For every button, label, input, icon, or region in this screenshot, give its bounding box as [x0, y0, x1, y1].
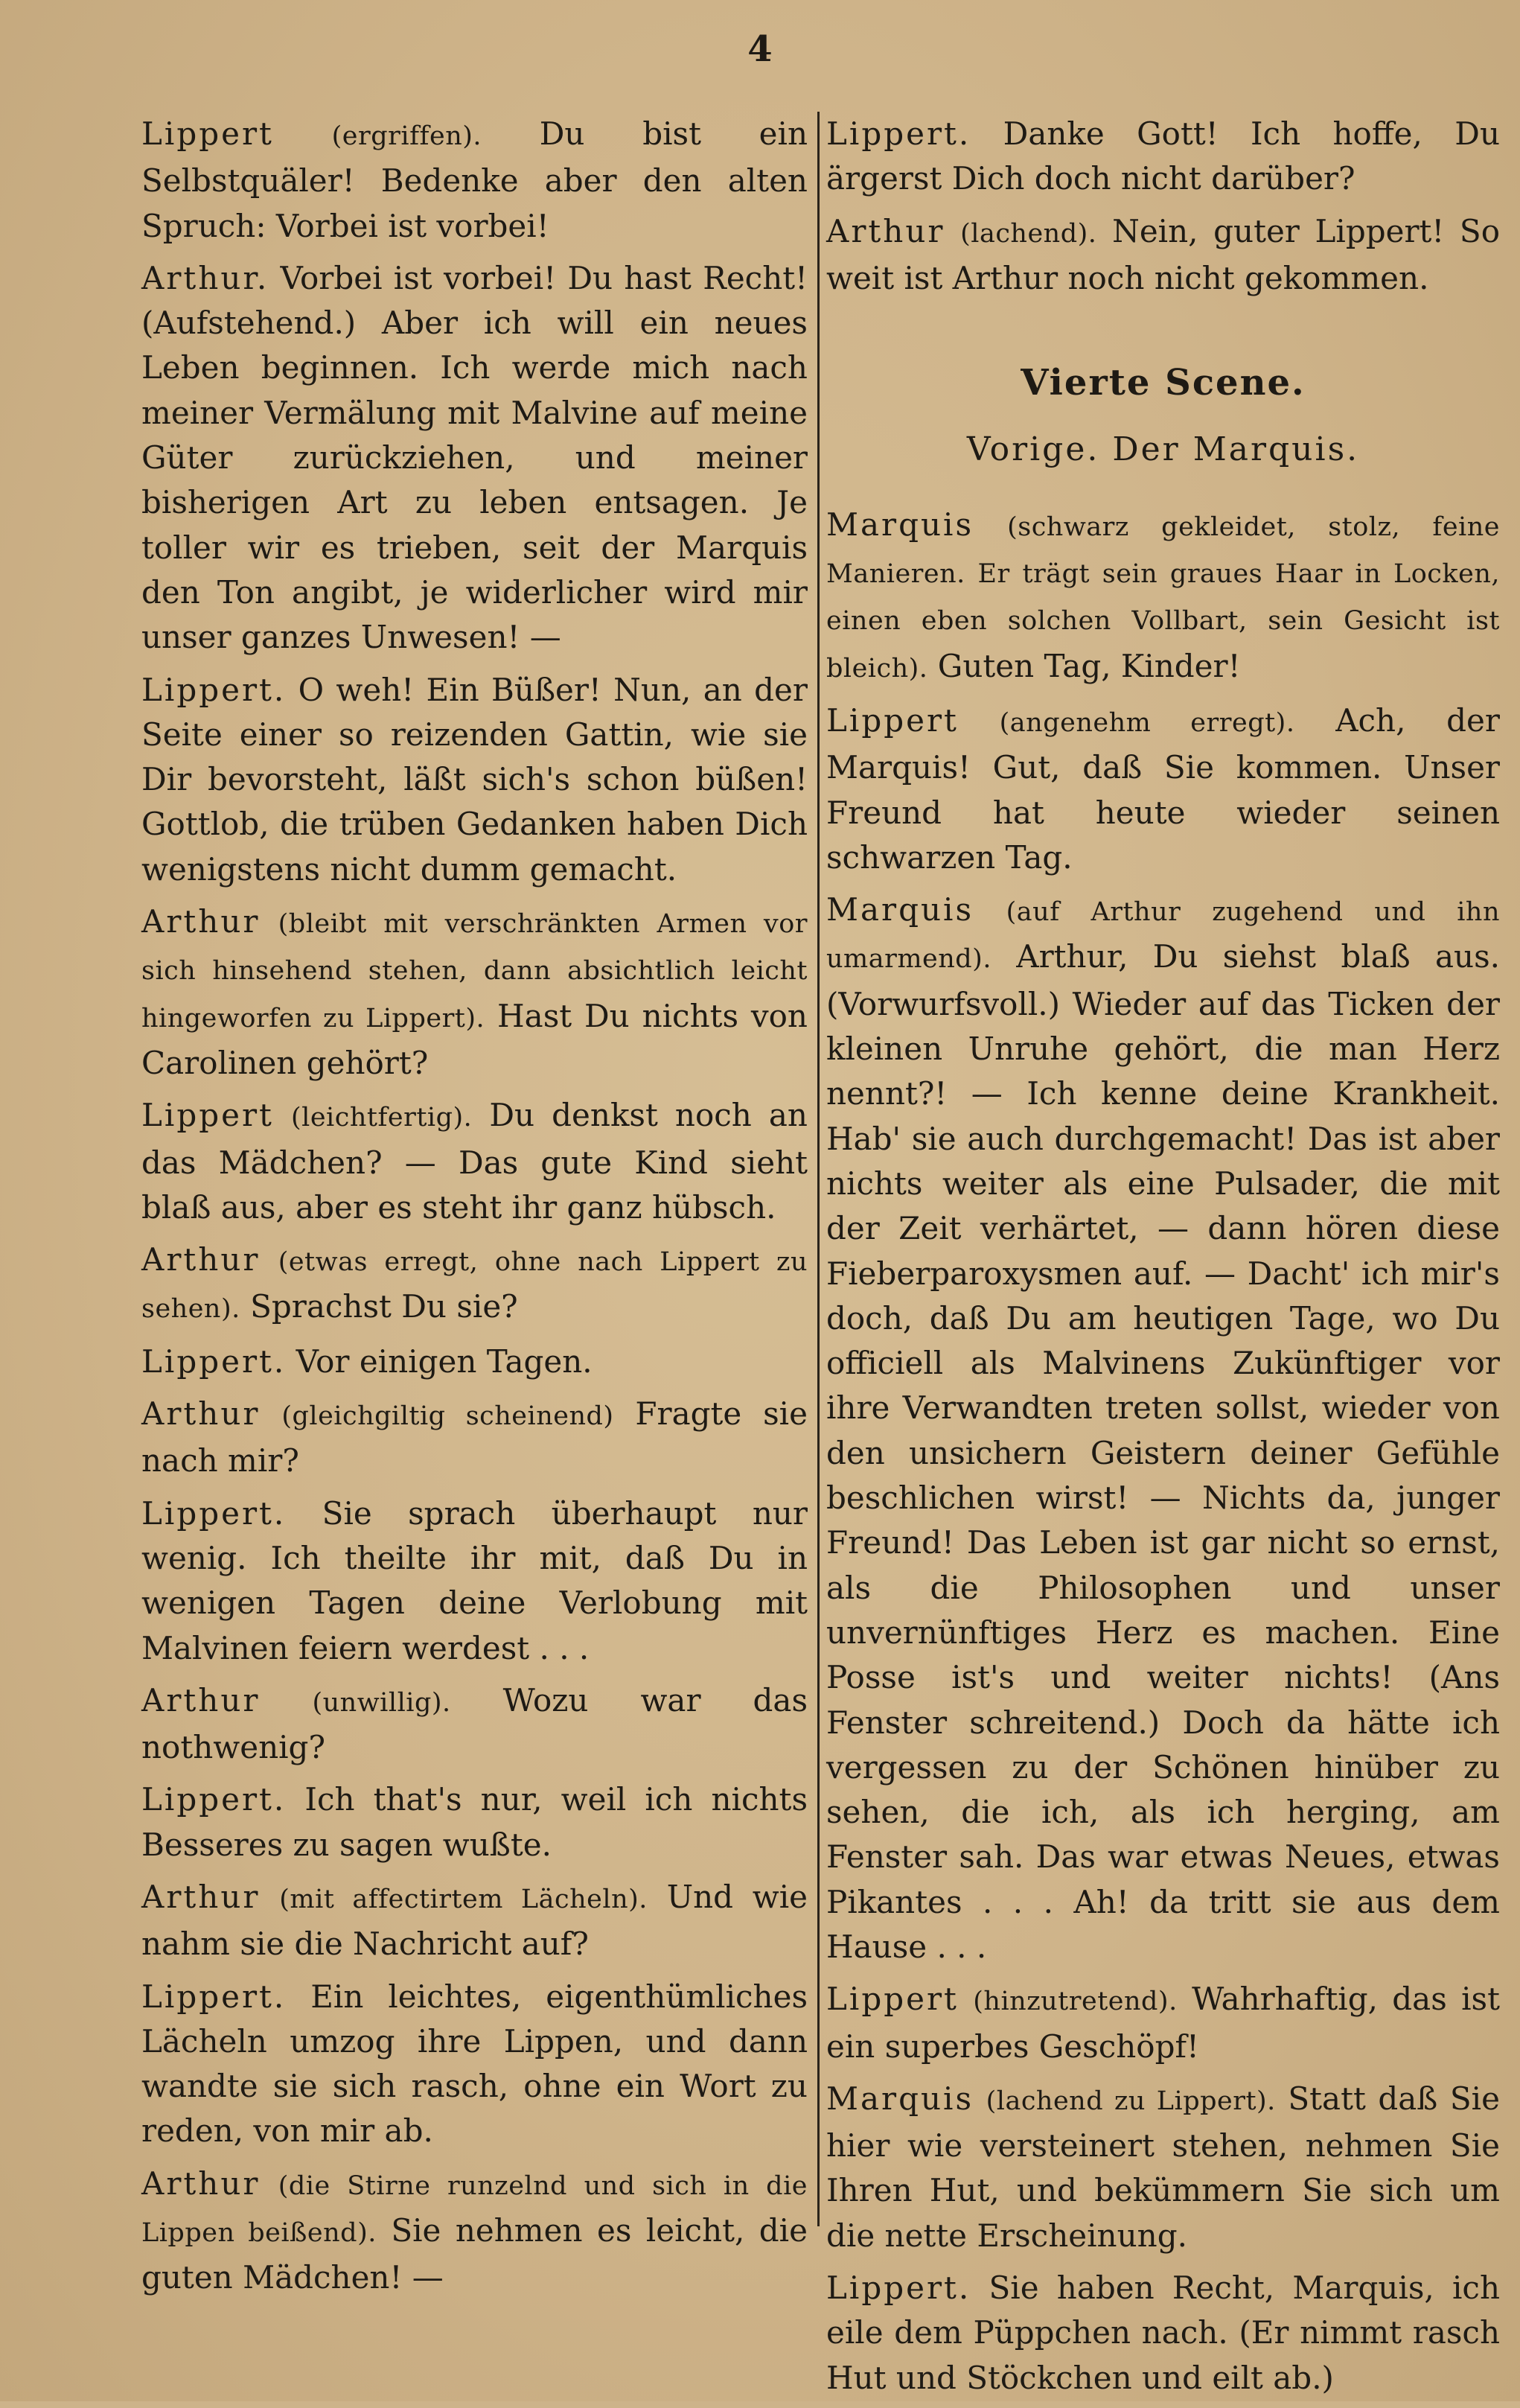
spoken-text: Vorbei ist vorbei! Du hast Recht! (Aufstehend.) Aber ich will ein neues Leben beginnen. Ich werde mich nach meiner Vermälung mit Malvine auf meine Güter zurückziehen, und meiner bisherigen Art zu leben entsagen. Je toller wir es trieben, seit der Marquis den Ton angibt, je widerlicher wird mir unser ganzes Unwesen! —	[141, 259, 808, 656]
stage-direction: (bleibt mit verschränkten Armen vor sich hinsehend stehen, dann absichtlich leicht hingeworfen zu Lippert).	[141, 909, 808, 1033]
dialogue-paragraph	[141, 1491, 808, 1671]
stage-direction: (hinzutretend).	[973, 1987, 1178, 2017]
dialogue-paragraph	[141, 256, 808, 660]
stage-direction: (angenehm erregt).	[999, 707, 1295, 738]
page-number: 4	[747, 28, 773, 70]
dialogue-paragraph	[141, 1238, 808, 1332]
dialogue-paragraph	[141, 2162, 808, 2301]
dialogue-paragraph	[826, 698, 1500, 880]
speaker-name: Lippert	[826, 701, 959, 739]
dialogue-paragraph	[141, 1975, 808, 2154]
speaker-name: Arthur	[141, 1241, 261, 1278]
dialogue-paragraph	[141, 112, 808, 249]
stage-direction: (unwillig).	[312, 1687, 451, 1718]
spoken-text: Sie haben Recht, Marquis, ich eile dem Püppchen nach. (Er nimmt rasch Hut und Stöckchen und eilt ab.)	[826, 2270, 1500, 2396]
spoken-text: Ach, der Marquis! Gut, daß Sie kommen. Unser Freund hat heute wieder seinen schwarzen Tag.	[826, 701, 1500, 876]
speaker-name: Arthur	[141, 1395, 261, 1433]
spoken-text: Wahrhaftig, das ist ein superbes Geschöpf!	[826, 1981, 1500, 2065]
speaker-name: Lippert.	[826, 2270, 971, 2307]
speaker-name: Lippert.	[141, 1342, 287, 1380]
dialogue-paragraph	[141, 1678, 808, 1771]
stage-direction: (schwarz gekleidet, stolz, feine Manieren. Er trägt sein graues Haar in Locken, einen eben solchen Vollbart, sein Gesicht ist bleich).	[826, 512, 1500, 684]
dialogue-paragraph	[141, 668, 808, 892]
dialogue-paragraph	[826, 503, 1500, 691]
speaker-name: Lippert.	[826, 115, 971, 152]
spoken-text: Und wie nahm sie die Nachricht auf?	[141, 1878, 808, 1963]
spoken-text: Sie sprach überhaupt nur wenig. Ich theilte ihr mit, daß Du in wenigen Tagen deine Verlobung mit Malvinen feiern werdest . . .	[141, 1494, 808, 1666]
stage-direction: (etwas erregt, ohne nach Lippert zu sehen).	[141, 1247, 808, 1325]
dialogue-paragraph	[141, 1093, 808, 1230]
dialogue-paragraph	[826, 209, 1500, 302]
column-divider	[817, 112, 820, 2226]
speaker-name: Arthur	[826, 212, 945, 249]
speaker-name: Marquis	[826, 891, 974, 929]
speaker-name: Marquis	[826, 506, 974, 543]
spoken-text: Ich that's nur, weil ich nichts Besseres zu sagen wußte.	[141, 1781, 808, 1863]
speaker-name: Arthur	[141, 1878, 261, 1915]
dialogue-paragraph	[826, 1977, 1500, 2069]
dialogue-paragraph	[141, 899, 808, 1086]
speaker-name: Lippert.	[141, 1978, 287, 2015]
speaker-name: Arthur.	[141, 259, 269, 296]
spoken-text: Danke Gott! Ich hoffe, Du ärgerst Dich doch nicht darüber?	[826, 115, 1500, 197]
spoken-text: O weh! Ein Büßer! Nun, an der Seite einer so reizenden Gattin, wie sie Dir bevorsteht, läßt sich's schon büßen! Gottlob, die trüben Gedanken haben Dich wenigstens nicht dumm gemacht.	[141, 671, 808, 888]
dialogue-paragraph	[826, 112, 1500, 202]
speaker-name: Marquis	[826, 2080, 974, 2117]
dialogue-paragraph	[826, 888, 1500, 1969]
spoken-text: Sie nehmen es leicht, die guten Mädchen! —	[141, 2212, 808, 2296]
scene-heading: Vierte Scene.	[1021, 362, 1306, 404]
stage-direction: (ergriffen).	[331, 121, 482, 151]
speaker-name: Lippert	[826, 1981, 959, 2018]
stage-direction: (lachend zu Lippert).	[986, 2086, 1276, 2116]
spoken-text: Wozu war das nothwenig?	[141, 1681, 808, 1766]
speaker-name: Lippert.	[141, 1494, 287, 1532]
spoken-text: Hast Du nichts von Carolinen gehört?	[141, 997, 808, 1081]
stage-direction: (auf Arthur zugehend und ihn umarmend).	[826, 897, 1500, 975]
speaker-name: Lippert	[141, 115, 274, 152]
right-column-dialogue-top	[826, 112, 1500, 301]
spoken-text: Fragte sie nach mir?	[141, 1395, 808, 1479]
speaker-name: Lippert.	[141, 671, 287, 708]
speaker-name: Arthur	[141, 1681, 261, 1719]
scene-cast: Vorige. Der Marquis.	[966, 430, 1360, 469]
right-column-dialogue-bottom	[826, 503, 1500, 2401]
stage-direction: (gleichgiltig scheinend)	[281, 1401, 614, 1432]
dialogue-paragraph	[141, 1392, 808, 1484]
spoken-text: Ein leichtes, eigenthümliches Lächeln umzog ihre Lippen, und dann wandte sie sich rasch, ohne ein Wort zu reden, von mir ab.	[141, 1978, 808, 2150]
speaker-name: Arthur	[141, 2165, 261, 2202]
stage-direction: (leichtfertig).	[290, 1103, 473, 1133]
spoken-text: Statt daß Sie hier wie versteinert stehen, nehmen Sie Ihren Hut, und bekümmern Sie sich um die nette Erscheinung.	[826, 2080, 1500, 2254]
spoken-text: Vor einigen Tagen.	[296, 1342, 593, 1380]
spoken-text: Guten Tag, Kinder!	[937, 647, 1241, 684]
left-column	[141, 112, 808, 2308]
dialogue-paragraph	[826, 2077, 1500, 2258]
stage-direction: (lachend).	[960, 218, 1097, 249]
dialogue-paragraph	[141, 1777, 808, 1867]
right-column	[826, 112, 1500, 2408]
spoken-text: Sprachst Du sie?	[250, 1288, 518, 1325]
speaker-name: Lippert	[141, 1097, 274, 1134]
stage-direction: (die Stirne runzelnd und sich in die Lippen beißend).	[141, 2170, 808, 2249]
spoken-text: Du denkst noch an das Mädchen? — Das gute Kind sieht blaß aus, aber es steht ihr ganz hübsch.	[141, 1097, 808, 1226]
spoken-text: Du bist ein Selbstquäler! Bedenke aber den alten Spruch: Vorbei ist vorbei!	[141, 115, 808, 244]
speaker-name: Lippert.	[141, 1781, 287, 1818]
stage-direction: (mit affectirtem Lächeln).	[279, 1884, 648, 1914]
dialogue-paragraph	[141, 1875, 808, 1967]
dialogue-paragraph	[826, 2266, 1500, 2401]
spoken-text: Arthur, Du siehst blaß aus. (Vorwurfsvoll.) Wieder auf das Ticken der kleinen Unruhe gehört, die man Herz nennt?! — Ich kenne deine Krankheit. Hab' sie auch durchgemacht! Das ist aber nichts weiter als eine Pulsader, die mit der Zeit verhärtet, — dann hören diese Fieberparoxysmen auf. — Dacht' ich mir's doch, daß Du am heutigen Tage, wo Du officiell als Malvinens Zukünftiger vor ihre Verwandten treten sollst, wieder von den unsichern Geistern deiner Gefühle beschlichen wirst! — Nichts da, junger Freund! Das Leben ist gar nicht so ernst, als die Philosophen und unser unvernünftiges Herz es machen. Eine Posse ist's und weiter nichts! (Ans Fenster schreitend.) Doch da hätte ich vergessen zu der Schönen hinüber zu sehen, die ich, als ich herging, am Fenster sah. Das war etwas Neues, etwas Pikantes . . . Ah! da tritt sie aus dem Hause . . .	[826, 938, 1500, 1965]
dialogue-paragraph	[141, 1340, 808, 1384]
speaker-name: Arthur	[141, 903, 261, 940]
spoken-text: Nein, guter Lippert! So weit ist Arthur noch nicht gekommen.	[826, 212, 1500, 296]
